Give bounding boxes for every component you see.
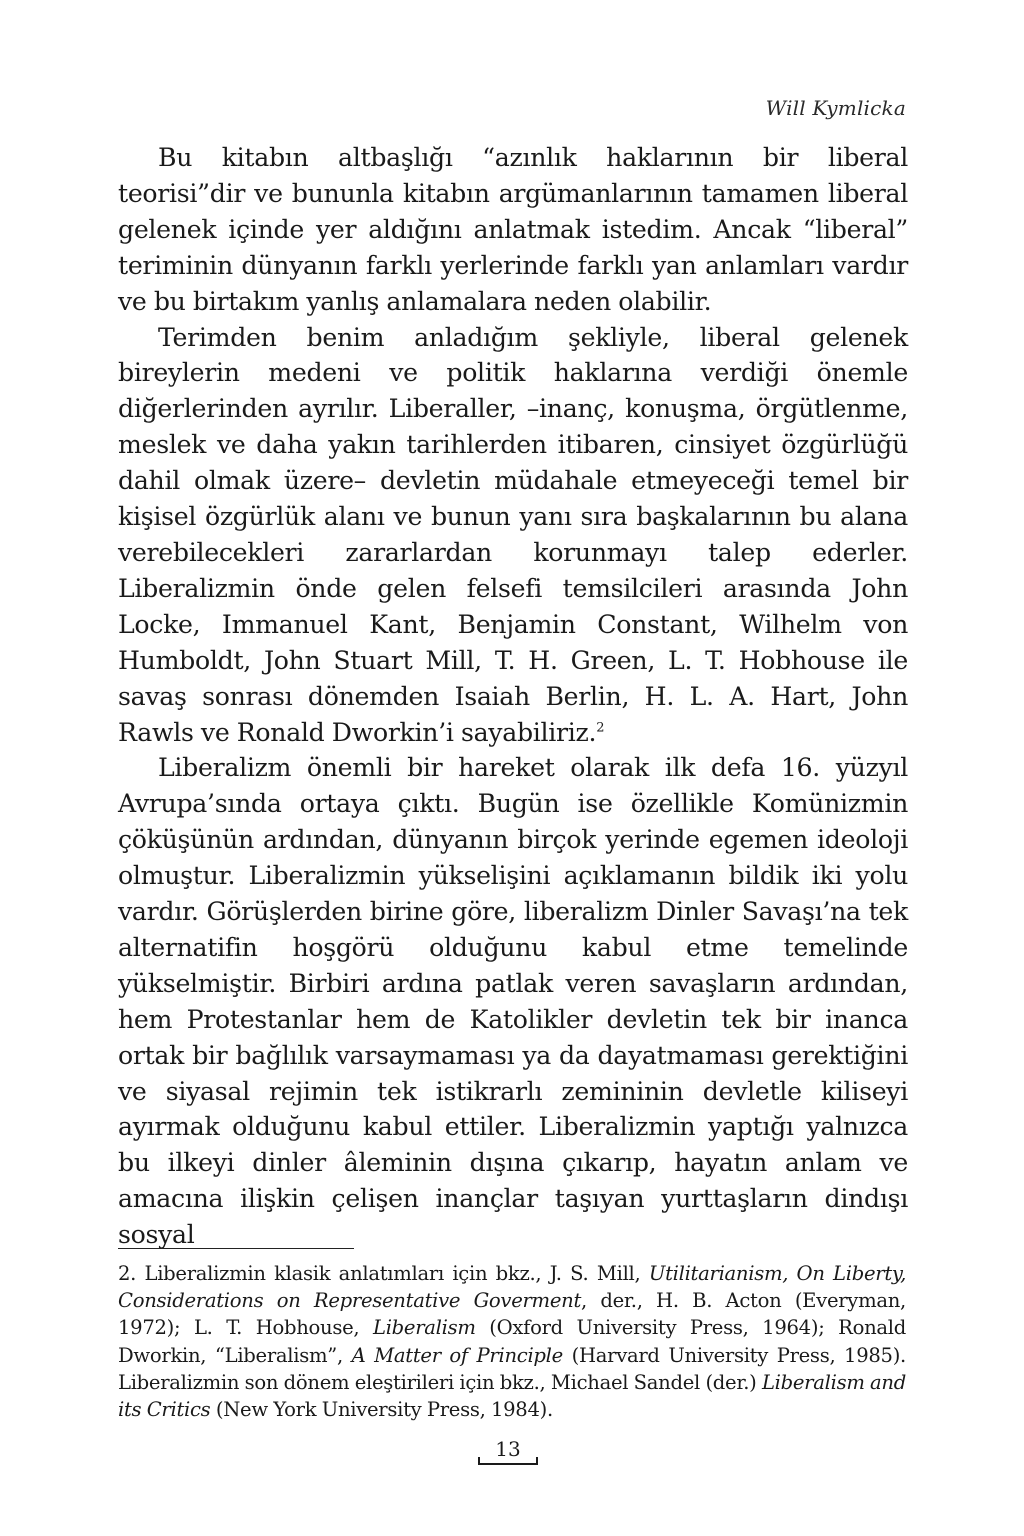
footnote-title-1: Utilitarianism, On Liberty, Considerations on Representative Goverment xyxy=(118,1262,906,1313)
page-number-block xyxy=(472,1438,544,1474)
page-number: 13 xyxy=(495,1437,521,1461)
page-number-bracket-left xyxy=(478,1457,480,1464)
footnote-text-1: 2. Liberalizmin klasik anlatımları için bkz., J. S. Mill, xyxy=(118,1262,649,1285)
paragraph-2-text: Terimden benim anladığım şekliyle, liberal gelenek bireylerin medeni ve politik haklarına verdiği önemle diğerlerinden ayrılır. Liberaller, –inanç, konuşma, örgütlenme, meslek ve daha yakın tarihlerden itibaren, cinsiyet özgürlüğü dahil olmak üzere– devletin müdahale etmeyeceği temel bir kişisel özgürlük alanı ve bunun yanı sıra başkalarının bu alana verebilecekleri zararlardan korunmayı talep ederler. Liberalizmin önde gelen felsefi temsilcileri arasında John Locke, Immanuel Kant, Benjamin Constant, Wilhelm von Humboldt, John Stuart Mill, T. H. Green, L. T. Hobhouse ile savaş sonrası dönemden Isaiah Berlin, H. L. A. Hart, John Rawls ve Ronald Dworkin’i sayabiliriz. xyxy=(118,322,908,747)
running-head: Will Kymlicka xyxy=(765,96,906,120)
footnote-2 xyxy=(118,1260,906,1423)
page-number-bracket-right xyxy=(536,1457,538,1464)
paragraph-3: Liberalizm önemli bir hareket olarak ilk defa 16. yüzyıl Avrupa’sında ortaya çıktı. Bugün ise özellikle Komünizmin çöküşünün ardından, dünyanın birçok yerinde egemen ideoloji olmuştur. Liberalizmin yükselişini açıklamanın bildik iki yolu vardır. Görüşlerden birine göre, liberalizm Dinler Savaşı’na tek alternatifin hoşgörü olduğunu kabul etme temelinde yükselmiştir. Birbiri ardına patlak veren savaşların ardından, hem Protestanlar hem de Katolikler devletin tek bir inanca ortak bir bağlılık varsaymaması ya da dayatmaması gerektiğini ve siyasal rejimin tek istikrarlı zemininin devletle kiliseyi ayırmak olduğunu kabul ettiler. Liberalizmin yaptığı yalnızca bu ilkeyi dinler âleminin dışına çıkarıp, hayatın anlam ve amacına ilişkin çelişen inançlar taşıyan yurttaşların dindışı sosyal xyxy=(118,753,908,1250)
paragraph-1: Bu kitabın altbaşlığı “azınlık haklarının bir liberal teorisi”dir ve bununla kitabın argümanlarının tamamen liberal gelenek içinde yer aldığını anlatmak istedim. Ancak “liberal” teriminin dünyanın farklı yerlerinde farklı yan anlamları vardır ve bu birtakım yanlış anlamalara neden olabilir. xyxy=(118,143,908,316)
footnote-text-3: (Oxford University Press, 1964); Ronald Dworkin, “Liberalism”, xyxy=(118,1316,906,1367)
footnote-text-2: , der., H. B. Acton (Everyman, 1972); L. T. Hobhouse, xyxy=(118,1289,906,1340)
footnote-title-2: Liberalism xyxy=(372,1316,476,1340)
footnote-text-4: (Harvard University Press, 1985). Liberalizmin son dönem eleştirileri için bkz., Michael Sandel (der.) xyxy=(118,1343,906,1394)
body-text xyxy=(118,140,908,1253)
paragraph-2 xyxy=(118,320,908,751)
footnote-title-3: A Matter of Principle xyxy=(351,1343,563,1367)
footnote-text-5: (New York University Press, 1984). xyxy=(210,1398,553,1422)
footnote-title-4: Liberalism and its Critics xyxy=(118,1370,906,1422)
footnote-reference[interactable]: 2 xyxy=(596,720,605,736)
footnote-divider xyxy=(118,1248,354,1249)
page-number-bracket xyxy=(478,1463,538,1465)
footnotes xyxy=(118,1260,906,1423)
